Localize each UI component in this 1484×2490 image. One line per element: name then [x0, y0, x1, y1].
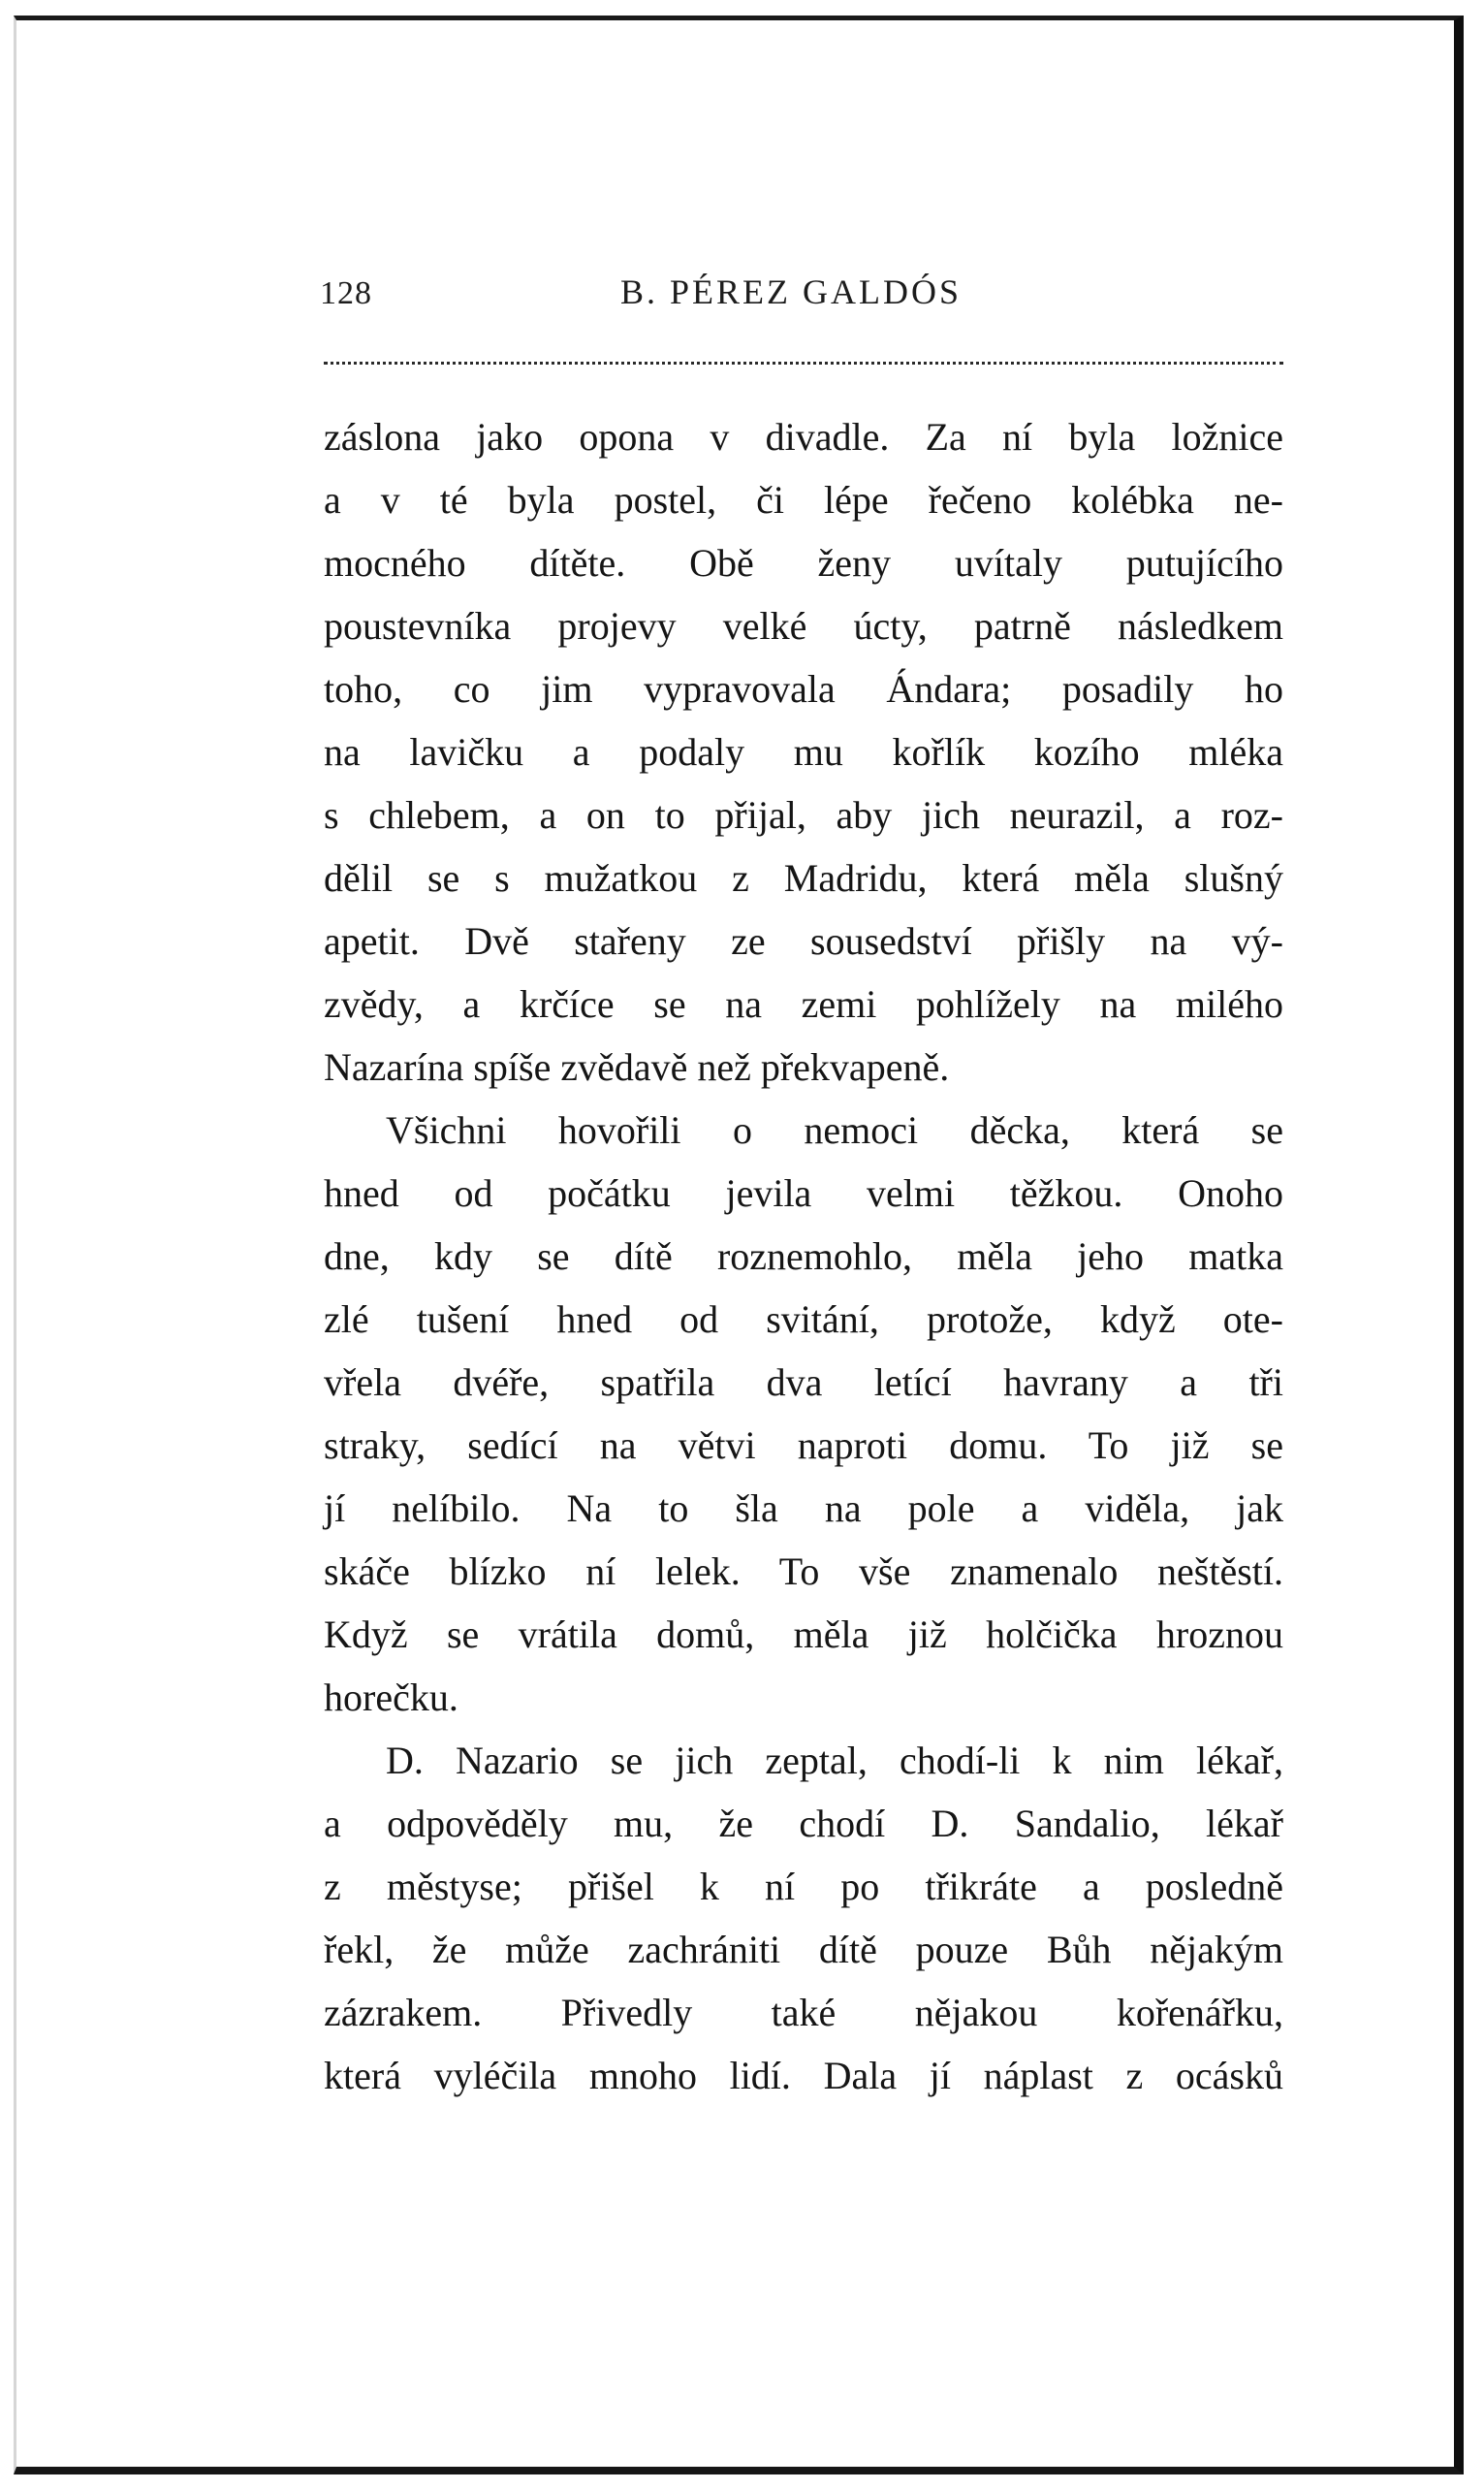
text-line: s chlebem, a on to přijal, aby jich neurazil, a roz- [324, 793, 1283, 837]
text-line: Když se vrátila domů, měla již holčička hroznou [324, 1612, 1283, 1656]
text-line: a odpověděly mu, že chodí D. Sandalio, lékař [324, 1802, 1283, 1845]
header-rule [324, 362, 1283, 365]
text-line: Nazarína spíše zvědavě než překvapeně. [324, 1045, 950, 1089]
text-line: dne, kdy se dítě roznemohlo, měla jeho matka [324, 1234, 1283, 1278]
text-line: toho, co jim vypravovala Ándara; posadily ho [324, 667, 1283, 711]
text-line: na lavičku a podaly mu kořlík kozího mléka [324, 730, 1283, 774]
text-line: apetit. Dvě stařeny ze sousedství přišly na vý- [324, 919, 1283, 963]
text-line: Všichni hovořili o nemoci děcka, která se [386, 1108, 1283, 1152]
text-line: horečku. [324, 1676, 458, 1719]
text-line: z městyse; přišel k ní po třikráte a posledně [324, 1865, 1283, 1908]
page-number: 128 [320, 275, 372, 311]
text-line: vřela dvéře, spatřila dva letící havrany a tři [324, 1360, 1283, 1404]
text-line: mocného dítěte. Obě ženy uvítaly putujícího [324, 541, 1283, 585]
text-line: straky, sedící na větvi naproti domu. To již se [324, 1423, 1283, 1467]
text-line: zázrakem. Přivedly také nějakou kořenářku, [324, 1991, 1283, 2034]
text-line: zlé tušení hned od svitání, protože, když ote- [324, 1297, 1283, 1341]
text-line: záslona jako opona v divadle. Za ní byla ložnice [324, 415, 1283, 459]
text-line: řekl, že může zachrániti dítě pouze Bůh nějakým [324, 1928, 1283, 1971]
text-line: skáče blízko ní lelek. To vše znamenalo neštěstí. [324, 1549, 1283, 1593]
text-line: která vyléčila mnoho lidí. Dala jí náplast z ocásků [324, 2054, 1283, 2097]
running-head: B. PÉREZ GALDÓS [620, 272, 963, 311]
text-line: D. Nazario se jich zeptal, chodí-li k nim lékař, [386, 1739, 1283, 1782]
text-line: hned od počátku jevila velmi těžkou. Onoho [324, 1171, 1283, 1215]
text-line: zvědy, a krčíce se na zemi pohlížely na milého [324, 982, 1283, 1026]
text-line: jí nelíbilo. Na to šla na pole a viděla, jak [324, 1486, 1283, 1530]
text-line: dělil se s mužatkou z Madridu, která měla slušný [324, 856, 1283, 900]
body-text [324, 405, 1283, 2107]
text-line: poustevníka projevy velké úcty, patrně následkem [324, 604, 1283, 648]
text-line: a v té byla postel, či lépe řečeno kolébka ne- [324, 478, 1283, 522]
